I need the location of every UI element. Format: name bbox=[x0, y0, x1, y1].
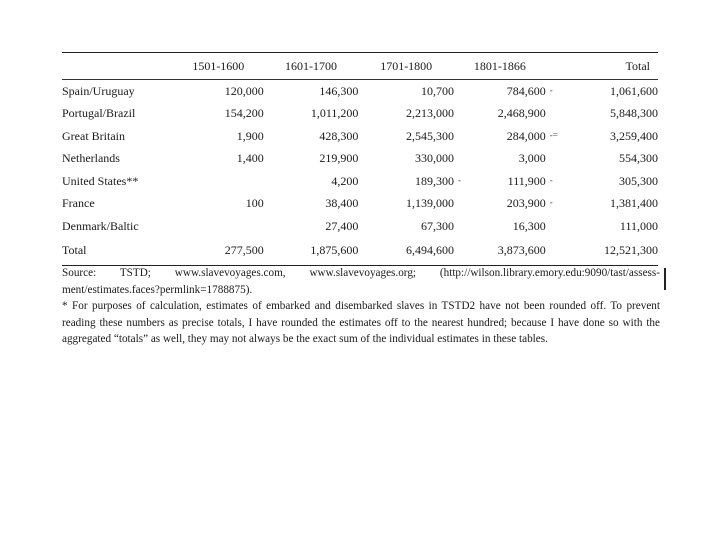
cell-1501-1600: 154,200 bbox=[224, 106, 264, 121]
table-row: Spain/Uruguay 120,000 146,300 10,700 784,600 - 1,061,600 bbox=[62, 80, 658, 103]
table-row bbox=[62, 148, 658, 171]
source-note: Source: TSTD; www.slavevoyages.com, www.slavevoyages.org; (http://wilson.library.emory.edu:9090/tast/assess-ment/estimates.faces?permlink=1788875). bbox=[62, 267, 660, 296]
cell-total: 1,381,400 bbox=[610, 196, 658, 211]
row-label: France bbox=[62, 196, 95, 211]
table-row: France 100 38,400 1,139,000 203,900 - 1,381,400 bbox=[62, 193, 658, 216]
cell-total: 111,000 bbox=[619, 218, 658, 233]
total-1601-1700: 1,875,600 bbox=[310, 243, 359, 258]
cell-1801-1866: 16,300 bbox=[512, 218, 546, 233]
cell-1701-1800: 1,139,000 bbox=[406, 196, 455, 211]
cell-1601-1700: 1,011,200 bbox=[310, 106, 359, 121]
row-label: United States** bbox=[62, 173, 139, 188]
cell-1501-1600: 120,000 bbox=[224, 83, 264, 98]
table-total-row bbox=[62, 238, 658, 263]
cell-1701-1800: 67,300 bbox=[421, 218, 455, 233]
table-row: United States** 4,200 189,300 - 111,900 - 305,300 bbox=[62, 170, 658, 193]
table-row bbox=[62, 215, 658, 238]
cell-1601-1700: 146,300 bbox=[319, 83, 359, 98]
cell-total: 305,300 bbox=[619, 173, 658, 188]
cell-total: 1,061,600 bbox=[610, 83, 658, 98]
column-header-label bbox=[62, 53, 173, 79]
cell-total: 554,300 bbox=[619, 151, 658, 166]
column-header-1801-1866: 1801-1866 bbox=[473, 58, 526, 73]
cell-total: 5,848,300 bbox=[610, 106, 658, 121]
cell-1801-1866: 2,468,900 bbox=[497, 106, 546, 121]
cell-1701-1800: 330,000 bbox=[415, 151, 455, 166]
cell-1501-1600: 1,900 bbox=[236, 128, 264, 143]
row-label: Netherlands bbox=[62, 151, 120, 166]
margin-mark bbox=[664, 268, 666, 290]
column-header-1701-1800: 1701-1800 bbox=[380, 58, 433, 73]
table-notes bbox=[62, 265, 660, 348]
cell-1601-1700: 38,400 bbox=[325, 196, 359, 211]
cell-1501-1600 bbox=[173, 215, 264, 238]
footnote: * For purposes of calculation, estimates of embarked and disembarked slaves in TSTD2 have not been rounded off. To prevent reading these numbers as precise totals, I have rounded the estimates off to the nearest hundred; because I have done so with the aggregated “totals” as well, they may not always be the exact sum of the individual estimates in these tables. bbox=[62, 300, 660, 345]
table-row bbox=[62, 103, 658, 126]
row-label: Denmark/Baltic bbox=[62, 218, 139, 233]
table-header-row bbox=[62, 53, 658, 79]
cell-1501-1600: 1,400 bbox=[236, 151, 264, 166]
total-1501-1600: 277,500 bbox=[224, 243, 264, 258]
column-header-total: Total bbox=[625, 58, 650, 73]
table-row: Great Britain 1,900 428,300 2,545,300 284,000 -= 3,259,400 bbox=[62, 125, 658, 148]
cell-1801-1866: 284,000 bbox=[506, 128, 546, 143]
total-row-label: Total bbox=[62, 243, 87, 258]
cell-1801-1866: 111,900 bbox=[507, 173, 546, 188]
cell-1701-1800: 2,213,000 bbox=[406, 106, 455, 121]
cell-1601-1700: 27,400 bbox=[325, 218, 359, 233]
cell-1601-1700: 219,900 bbox=[319, 151, 359, 166]
cell-1601-1700: 428,300 bbox=[319, 128, 359, 143]
cell-1801-1866: 784,600 bbox=[506, 83, 546, 98]
column-header-1601-1700: 1601-1700 bbox=[285, 58, 338, 73]
estimates-table-container bbox=[62, 52, 658, 266]
total-1801-1866: 3,873,600 bbox=[497, 243, 546, 258]
cell-1601-1700: 4,200 bbox=[331, 173, 359, 188]
cell-1701-1800: 10,700 bbox=[421, 83, 455, 98]
cell-total: 3,259,400 bbox=[610, 128, 658, 143]
grand-total: 12,521,300 bbox=[604, 243, 658, 258]
row-label: Spain/Uruguay bbox=[62, 83, 135, 98]
cell-1501-1600: 100 bbox=[245, 196, 264, 211]
cell-1701-1800: 189,300 bbox=[415, 173, 455, 188]
cell-1501-1600 bbox=[173, 170, 264, 193]
cell-1801-1866: 3,000 bbox=[518, 151, 546, 166]
cell-1701-1800: 2,545,300 bbox=[406, 128, 455, 143]
row-label: Portugal/Brazil bbox=[62, 106, 136, 121]
row-label: Great Britain bbox=[62, 128, 125, 143]
cell-1801-1866: 203,900 bbox=[506, 196, 546, 211]
total-1701-1800: 6,494,600 bbox=[406, 243, 455, 258]
estimates-table bbox=[62, 53, 658, 262]
column-header-1501-1600: 1501-1600 bbox=[192, 58, 245, 73]
